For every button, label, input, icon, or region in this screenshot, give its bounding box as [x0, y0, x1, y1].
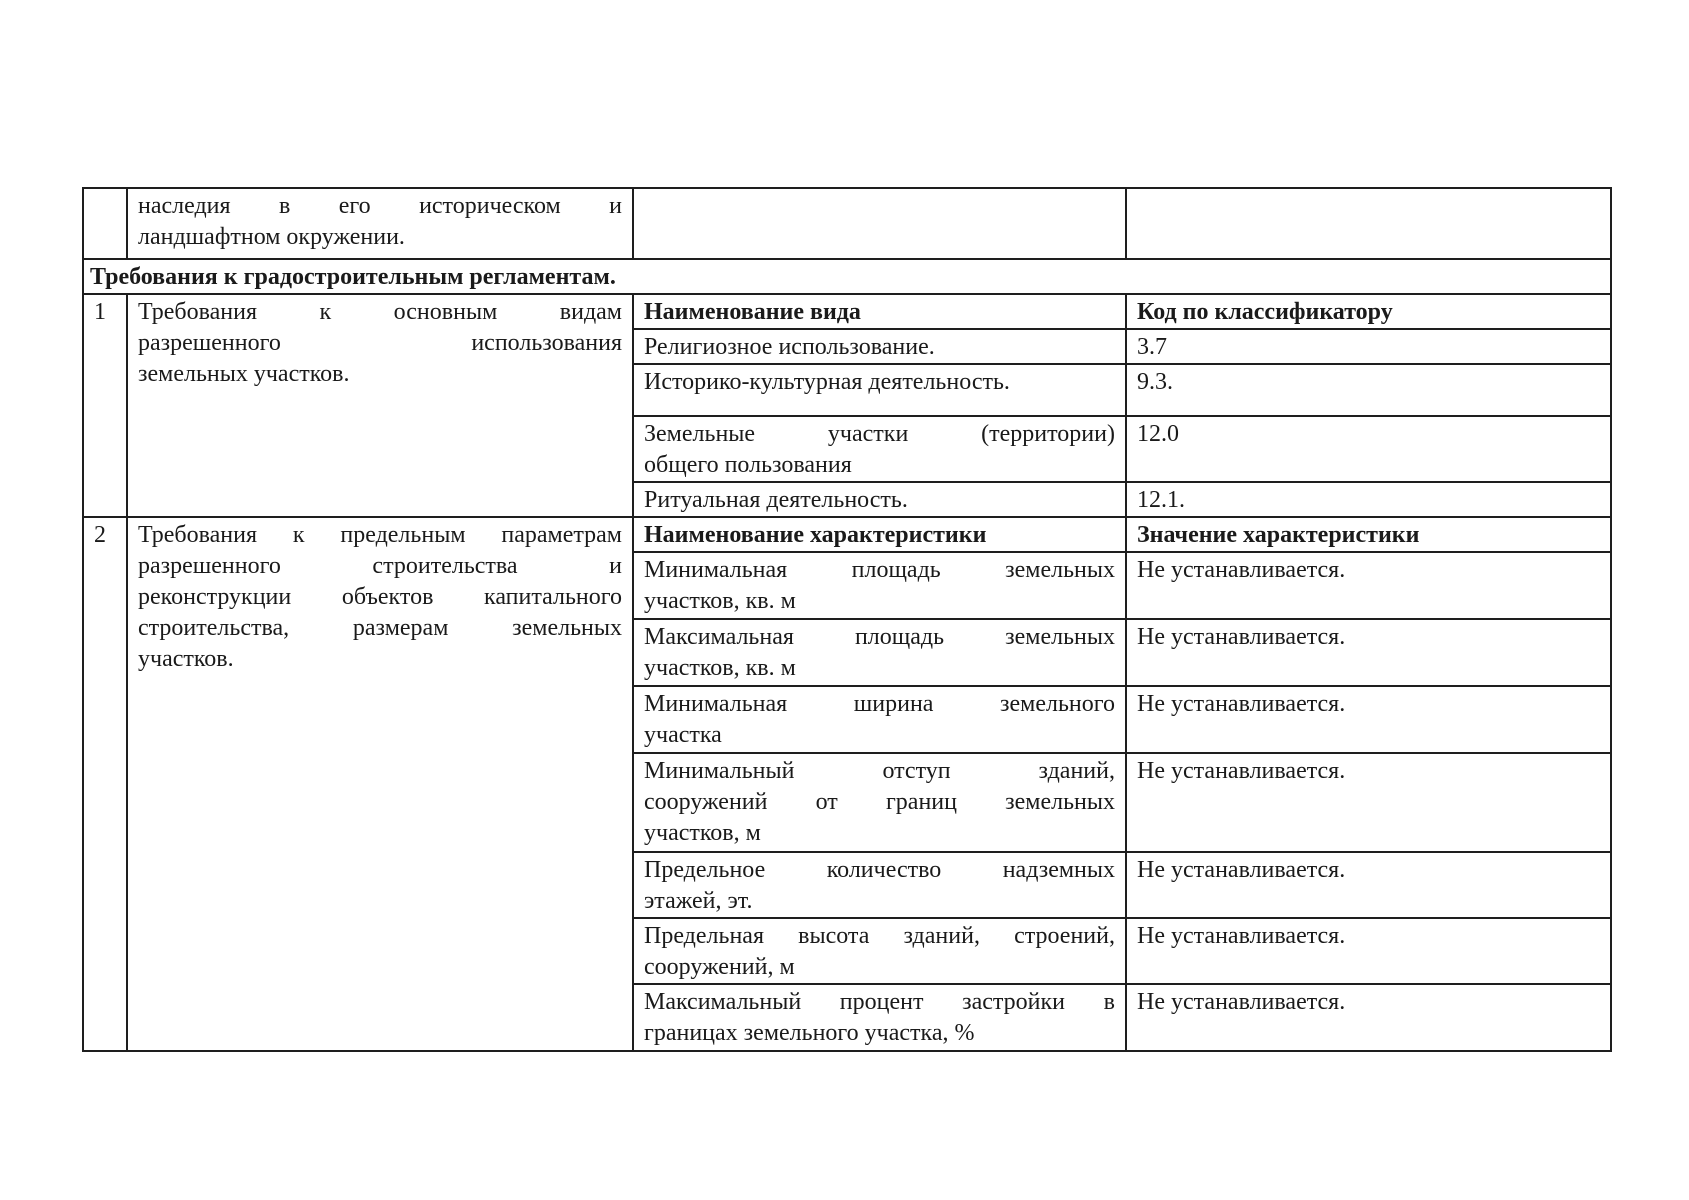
- item-name-line: Минимальный отступ зданий,: [644, 758, 1115, 784]
- row-number: 2: [83, 517, 127, 1051]
- item-value-cell: Не устанавливается.: [1126, 852, 1611, 918]
- item-name-cell: [633, 416, 1126, 482]
- item-value-cell: Не устанавливается.: [1126, 753, 1611, 852]
- item-name-line: участков, кв. м: [644, 655, 796, 681]
- requirement-title-cell: [127, 517, 633, 1051]
- item-name-line: Религиозное использование.: [644, 334, 935, 360]
- item-name-cell: [633, 482, 1126, 517]
- item-name-line: Историко-культурная деятельность.: [644, 369, 1010, 395]
- continuation-text-cell: [127, 188, 633, 259]
- item-name-cell: [633, 329, 1126, 364]
- continuation-empty-cell: [1126, 188, 1611, 259]
- item-value-cell: 12.0: [1126, 416, 1611, 482]
- item-name-line: участков, кв. м: [644, 588, 796, 614]
- item-name-line: Земельные участки (территории): [644, 421, 1115, 447]
- item-name-line: Предельная высота зданий, строений,: [644, 923, 1115, 949]
- continuation-row: [83, 188, 1611, 259]
- requirement-title-line: Требования к предельным параметрам: [138, 522, 622, 548]
- item-name-line: Предельное количество надземных: [644, 857, 1115, 883]
- item-value-cell: Не устанавливается.: [1126, 686, 1611, 753]
- item-name-line: общего пользования: [644, 452, 852, 478]
- item-name-cell: [633, 364, 1126, 416]
- item-name-cell: [633, 852, 1126, 918]
- item-name-line: этажей, эт.: [644, 888, 753, 914]
- table-row: [83, 517, 1611, 552]
- item-value-cell: 3.7: [1126, 329, 1611, 364]
- item-name-cell: [633, 552, 1126, 619]
- item-name-cell: [633, 984, 1126, 1051]
- row-number: 1: [83, 294, 127, 517]
- item-value-cell: 9.3.: [1126, 364, 1611, 416]
- item-value-cell: Не устанавливается.: [1126, 984, 1611, 1051]
- section-title-row: [83, 259, 1611, 294]
- item-name-line: Максимальный процент застройки в: [644, 989, 1115, 1015]
- item-name-line: границах земельного участка, %: [644, 1020, 975, 1046]
- continuation-number-cell: [83, 188, 127, 259]
- item-name-cell: [633, 619, 1126, 686]
- column-header-value: Код по классификатору: [1126, 294, 1611, 329]
- column-header-name: Наименование вида: [633, 294, 1126, 329]
- item-name-line: участка: [644, 722, 722, 748]
- item-name-line: участков, м: [644, 820, 761, 846]
- item-value-cell: 12.1.: [1126, 482, 1611, 517]
- requirement-title-line: реконструкции объектов капитального: [138, 584, 622, 610]
- item-name-cell: [633, 686, 1126, 753]
- section-title: Требования к градостроительным регламентам.: [83, 259, 1611, 294]
- column-header-value: Значение характеристики: [1126, 517, 1611, 552]
- table-row: [83, 294, 1611, 329]
- continuation-line: наследия в его историческом и: [138, 193, 622, 219]
- item-name-line: Максимальная площадь земельных: [644, 624, 1115, 650]
- requirement-title-line: участков.: [138, 646, 234, 672]
- item-name-cell: [633, 918, 1126, 984]
- item-value-cell: Не устанавливается.: [1126, 918, 1611, 984]
- item-value-cell: Не устанавливается.: [1126, 619, 1611, 686]
- column-header-name: Наименование характеристики: [633, 517, 1126, 552]
- regulations-table: [82, 187, 1612, 1052]
- continuation-line: ландшафтном окружении.: [138, 224, 405, 250]
- item-name-line: Минимальная площадь земельных: [644, 557, 1115, 583]
- requirement-title-line: строительства, размерам земельных: [138, 615, 622, 641]
- requirement-title-line: земельных участков.: [138, 361, 350, 387]
- item-name-line: сооружений, м: [644, 954, 795, 980]
- requirement-title-cell: [127, 294, 633, 517]
- item-name-line: Минимальная ширина земельного: [644, 691, 1115, 717]
- item-name-line: сооружений от границ земельных: [644, 789, 1115, 815]
- requirement-title-line: разрешенного использования: [138, 330, 622, 356]
- requirement-title-line: Требования к основным видам: [138, 299, 622, 325]
- item-name-line: Ритуальная деятельность.: [644, 487, 908, 513]
- requirement-title-line: разрешенного строительства и: [138, 553, 622, 579]
- continuation-empty-cell: [633, 188, 1126, 259]
- item-value-cell: Не устанавливается.: [1126, 552, 1611, 619]
- item-name-cell: [633, 753, 1126, 852]
